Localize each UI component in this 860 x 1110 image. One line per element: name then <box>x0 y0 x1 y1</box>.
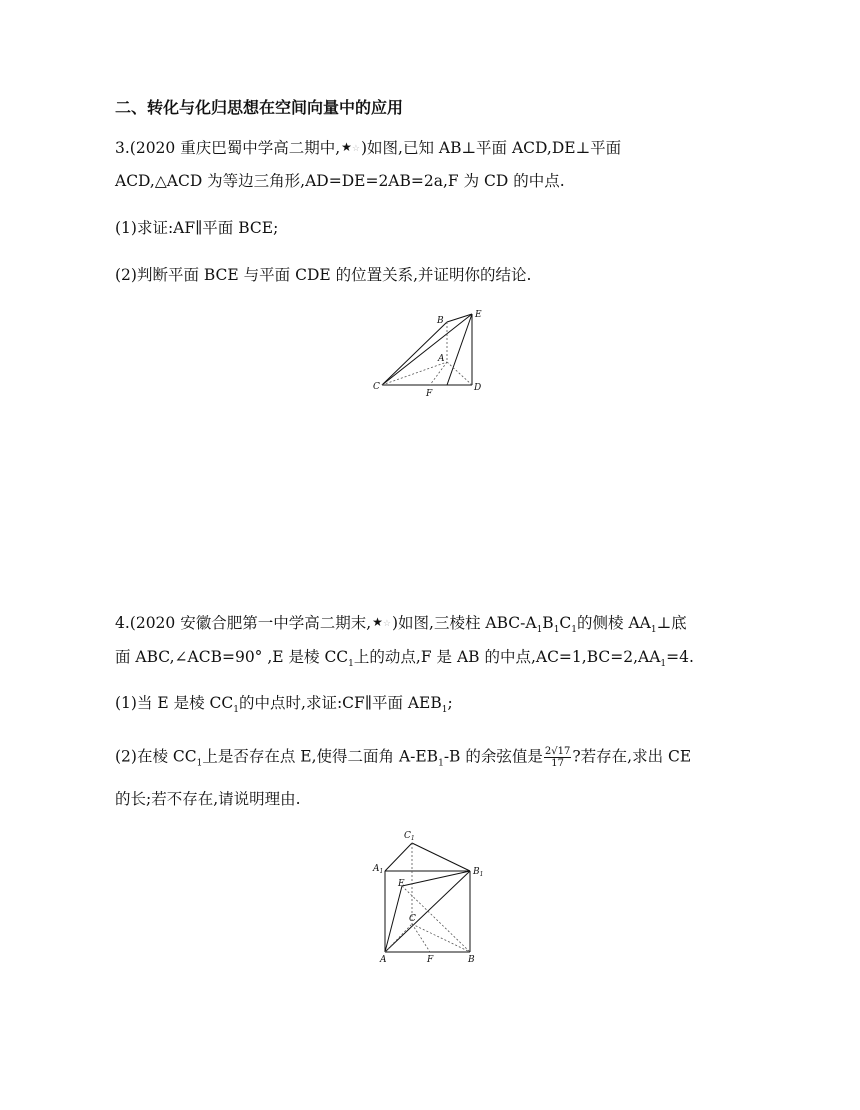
fig4-label-B: B <box>468 955 475 965</box>
problem4-question2-line2: 的长;若不存在,请说明理由. <box>115 790 301 808</box>
problem4-line1: 4.(2020 安徽合肥第一中学高二期末,★☆)如图,三棱柱 ABC-$A_1B_1C_1$的侧棱 $AA_1\perp$底 <box>115 614 687 636</box>
problem3-line1 <box>115 137 621 159</box>
problem3-line2: ACD,△ACD 为等边三角形,AD=DE=2AB=2a,F 为 CD 的中点. <box>115 172 565 190</box>
difficulty-star-icon: ★☆ <box>372 615 391 629</box>
fig4-label-A1: $A_1$ <box>373 864 384 875</box>
problem4-question2: (2)在棱 $CC_1$上是否存在点 E,使得二面角 $A-EB_1-B$ 的余弦值是 $\frac{2√17}{17}$ ?若存在,求出 CE <box>115 746 692 769</box>
problem4-figure <box>370 828 490 968</box>
problem3-figure <box>370 305 490 400</box>
fig4-label-F: F <box>427 955 434 965</box>
problem3-source: 3.(2020 重庆巴蜀中学高二期中, <box>115 139 341 157</box>
problem3-question1: (1)求证:AF∥平面 BCE; <box>115 219 279 237</box>
section-heading: 二、转化与化归思想在空间向量中的应用 <box>115 98 404 117</box>
fig3-label-C: C <box>373 382 380 392</box>
fig3-label-A: A <box>438 354 445 364</box>
fig4-label-C: C <box>409 914 416 924</box>
problem4-question1: (1)当 E 是棱 $CC_1$的中点时,求证:CF∥平面 $AEB_1$; <box>115 694 453 716</box>
problem3-question2: (2)判断平面 BCE 与平面 CDE 的位置关系,并证明你的结论. <box>115 266 532 284</box>
fig4-label-A: A <box>380 955 387 965</box>
fig4-label-C1: $C_1$ <box>404 831 415 842</box>
fraction-cosine-value: $\frac{2√17}{17}$ <box>544 746 571 769</box>
problem3-text: )如图,已知 AB⊥平面 ACD,DE⊥平面 <box>360 139 622 157</box>
fig3-label-E: E <box>475 310 482 320</box>
difficulty-star-icon: ★☆ <box>341 140 360 154</box>
fig3-label-D: D <box>474 383 482 393</box>
fig4-label-B1: $B_1$ <box>473 867 484 878</box>
fig3-label-B: B <box>437 316 444 326</box>
fig3-label-F: F <box>426 389 433 399</box>
fig4-label-E: E <box>398 879 405 889</box>
problem4-line2: 面 ABC,∠ACB=90° ,E 是棱 $CC_1$上的动点,F 是 AB 的中点$,AC=1,BC=2,AA_1=4$. <box>115 648 694 670</box>
